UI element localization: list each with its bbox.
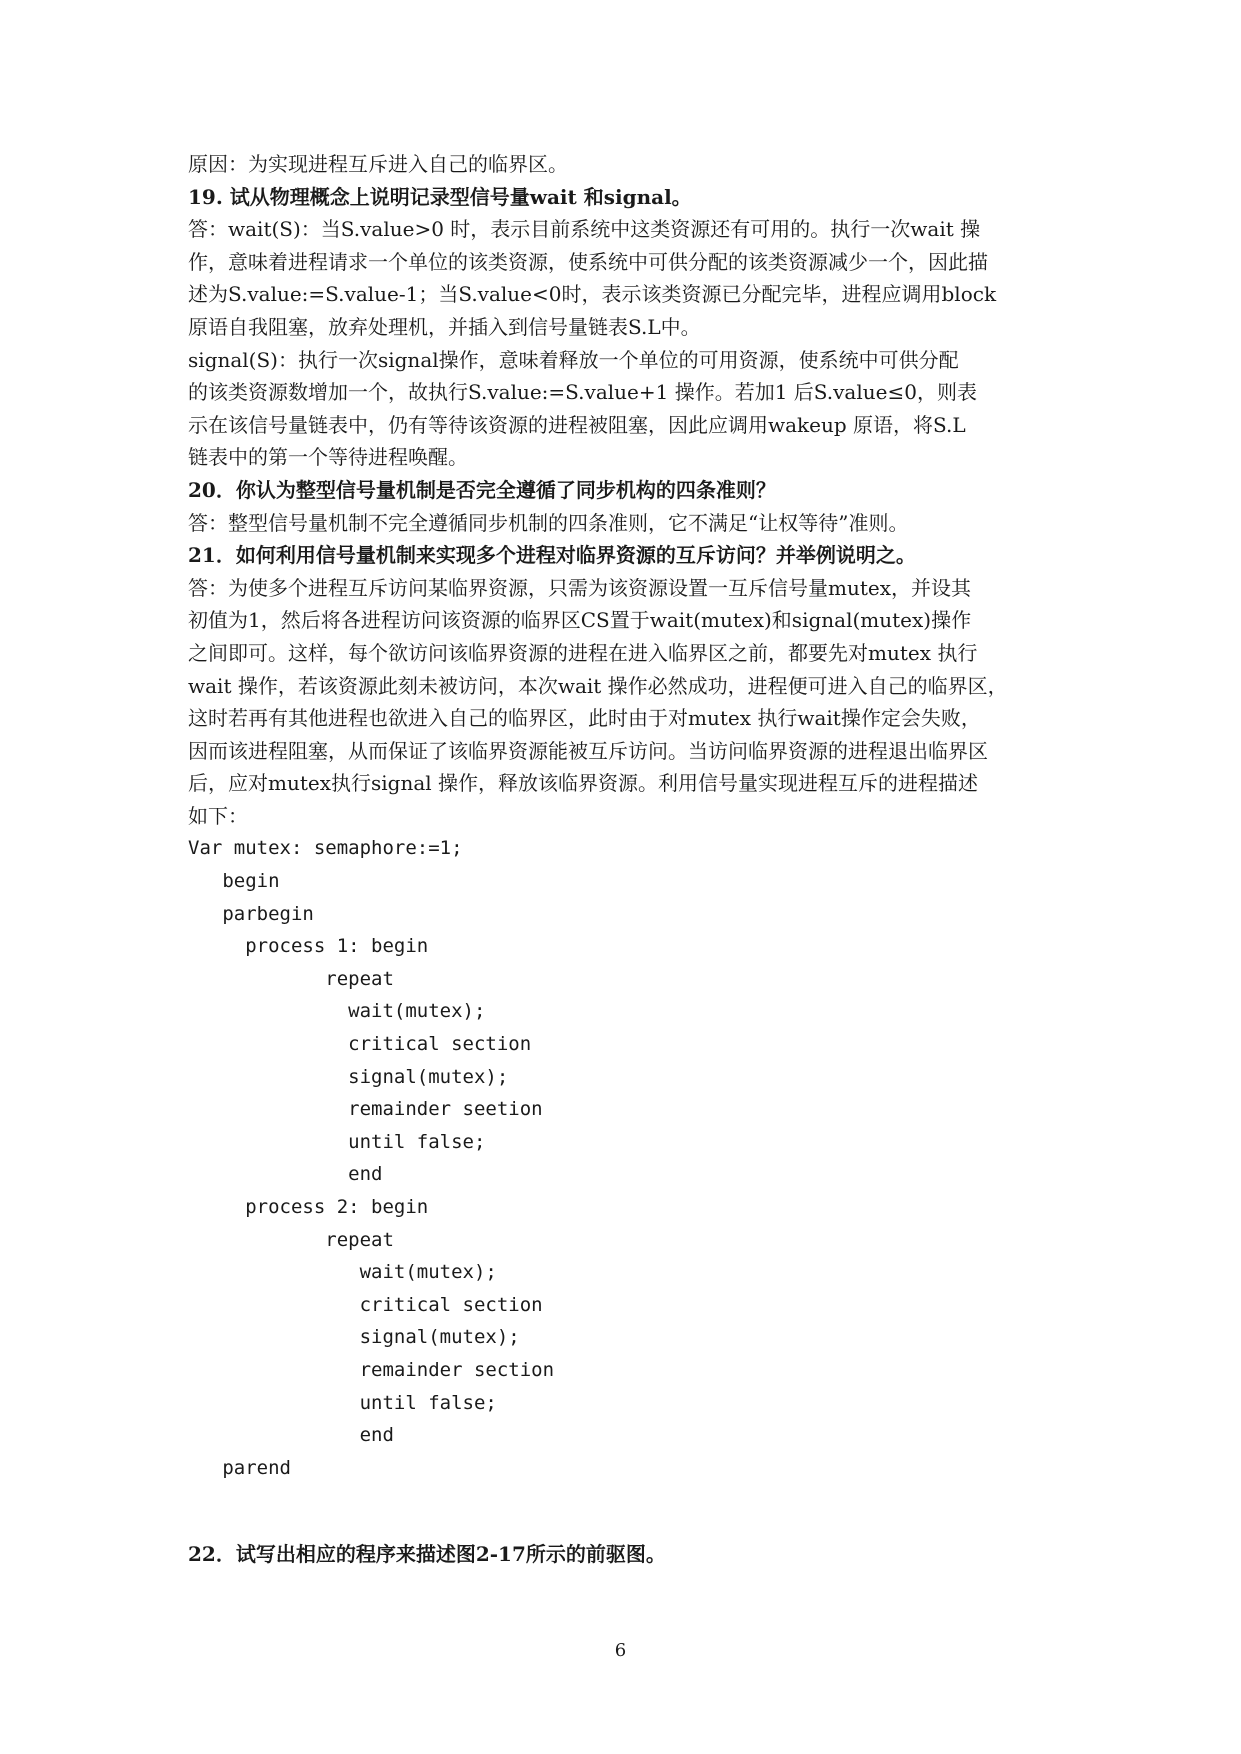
section-spacer bbox=[188, 1484, 1088, 1538]
code-line: parend bbox=[188, 1456, 291, 1479]
code-line: Var mutex: semaphore:=1; bbox=[188, 837, 463, 860]
code-line: signal(mutex); bbox=[188, 1326, 520, 1349]
code-line: process 1: begin bbox=[188, 935, 429, 958]
answer-19-line: 述为S.value:=S.value-1；当S.value<0时，表示该类资源已分配完毕，进程应调用block bbox=[188, 282, 997, 307]
code-line: signal(mutex); bbox=[188, 1065, 509, 1088]
code-line: repeat bbox=[188, 967, 394, 990]
code-line: remainder seetion bbox=[188, 1098, 543, 1121]
answer-19-line: 链表中的第一个等待进程唤醒。 bbox=[188, 445, 468, 470]
answer-21-line: 答：为使多个进程互斥访问某临界资源，只需为该资源设置一互斥信号量mutex，并设其 bbox=[188, 575, 971, 600]
question-22-title: 22．试写出相应的程序来描述图2-17所示的前驱图。 bbox=[188, 1542, 666, 1567]
intro-line: 原因：为实现进程互斥进入自己的临界区。 bbox=[188, 152, 568, 176]
answer-21-line: 之间即可。这样，每个欲访问该临界资源的进程在进入临界区之前，都要先对mutex 执行 bbox=[188, 640, 978, 665]
answer-21-line: 后，应对mutex执行signal 操作，释放该临界资源。利用信号量实现进程互斥的进程描述 bbox=[188, 771, 979, 796]
answer-19-line: 的该类资源数增加一个，故执行S.value:=S.value+1 操作。若加1 后S.value≤0，则表 bbox=[188, 380, 977, 405]
code-line: wait(mutex); bbox=[188, 1000, 486, 1023]
code-line: begin bbox=[188, 870, 280, 893]
code-line: until false; bbox=[188, 1130, 486, 1153]
code-line: parbegin bbox=[188, 902, 314, 925]
answer-20-line: 答：整型信号量机制不完全遵循同步机制的四条准则，它不满足“让权等待”准则。 bbox=[188, 510, 909, 535]
answer-19-line: signal(S)：执行一次signal操作，意味着释放一个单位的可用资源，使系统中可供分配 bbox=[188, 347, 959, 372]
question-21-title: 21．如何利用信号量机制来实现多个进程对临界资源的互斥访问？并举例说明之。 bbox=[188, 543, 916, 568]
page-content bbox=[188, 148, 1088, 1571]
answer-21-line: wait 操作，若该资源此刻未被访问，本次wait 操作必然成功，进程便可进入自己的临界区， bbox=[188, 673, 1008, 698]
answer-21-line: 初值为1，然后将各进程访问该资源的临界区CS置于wait(mutex)和signal(mutex)操作 bbox=[188, 608, 972, 633]
answer-19-line: 答：wait(S)：当S.value>0 时，表示目前系统中这类资源还有可用的。执行一次wait 操 bbox=[188, 217, 981, 242]
answer-21-line: 如下： bbox=[188, 803, 248, 828]
code-line: critical section bbox=[188, 1033, 532, 1056]
question-22-section bbox=[188, 1538, 1088, 1571]
answer-19-line: 原语自我阻塞，放弃处理机，并插入到信号量链表S.L中。 bbox=[188, 314, 701, 339]
question-19-section bbox=[188, 181, 1088, 474]
answer-21-line: 这时若再有其他进程也欲进入自己的临界区，此时由于对mutex 执行wait操作定会失败， bbox=[188, 706, 981, 731]
code-line: end bbox=[188, 1424, 394, 1447]
code-line: until false; bbox=[188, 1391, 497, 1414]
question-21-section bbox=[188, 539, 1088, 1484]
code-line: process 2: begin bbox=[188, 1196, 429, 1218]
answer-19-line: 示在该信号量链表中，仍有等待该资源的进程被阻塞，因此应调用wakeup 原语，将S.L bbox=[188, 412, 966, 437]
code-line: remainder section bbox=[188, 1358, 555, 1381]
answer-21-line: 因而该进程阻塞，从而保证了该临界资源能被互斥访问。当访问临界资源的进程退出临界区 bbox=[188, 738, 988, 763]
answer-19-line: 作，意味着进程请求一个单位的该类资源，使系统中可供分配的该类资源减少一个，因此描 bbox=[188, 249, 988, 274]
page-number: 6 bbox=[614, 1640, 627, 1661]
question-20-title: 20．你认为整型信号量机制是否完全遵循了同步机构的四条准则？ bbox=[188, 477, 776, 502]
question-20-section bbox=[188, 474, 1088, 539]
code-line: end bbox=[188, 1163, 383, 1186]
code-line: repeat bbox=[188, 1228, 394, 1251]
code-line: wait(mutex); bbox=[188, 1261, 497, 1284]
question-19-title: 19. 试从物理概念上说明记录型信号量wait 和signal。 bbox=[188, 184, 692, 209]
code-line: critical section bbox=[188, 1293, 543, 1316]
code-block bbox=[188, 832, 1088, 1484]
